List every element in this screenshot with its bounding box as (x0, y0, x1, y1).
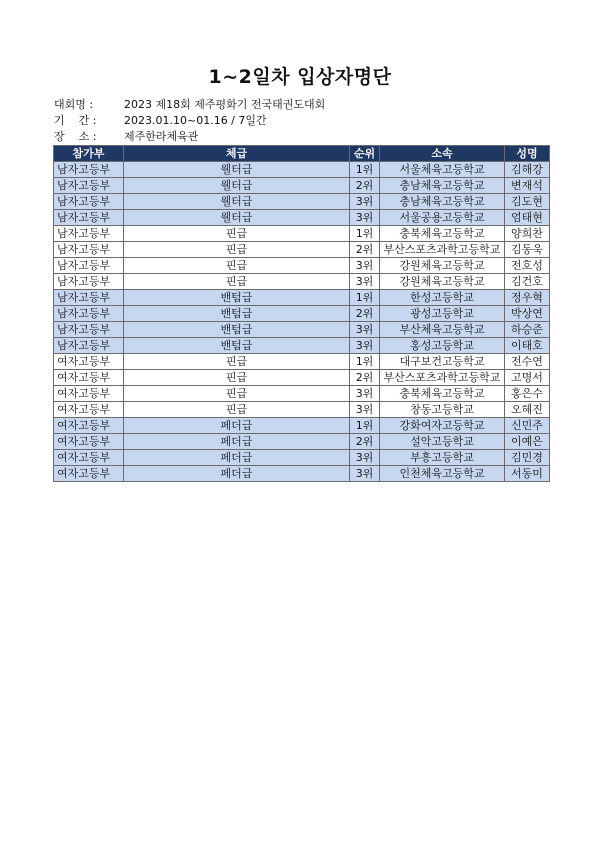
cell-rank: 1위 (350, 226, 380, 242)
cell-school: 부산체육고등학교 (380, 322, 505, 338)
cell-name: 오혜진 (505, 402, 550, 418)
cell-rank: 2위 (350, 178, 380, 194)
table-row (54, 194, 550, 210)
table-row (54, 274, 550, 290)
winners-table (53, 145, 550, 482)
cell-rank: 3위 (350, 450, 380, 466)
cell-division: 남자고등부 (54, 194, 124, 210)
event-period-row (54, 113, 325, 129)
cell-weight-class: 밴텀급 (124, 322, 350, 338)
cell-rank: 3위 (350, 402, 380, 418)
cell-rank: 1위 (350, 162, 380, 178)
table-row (54, 370, 550, 386)
cell-school: 충북체육고등학교 (380, 386, 505, 402)
header-division: 참가부 (54, 146, 124, 162)
cell-weight-class: 핀급 (124, 386, 350, 402)
table-row (54, 290, 550, 306)
cell-weight-class: 밴텀급 (124, 306, 350, 322)
cell-division: 여자고등부 (54, 466, 124, 482)
table-row (54, 402, 550, 418)
event-venue-value: 제주한라체육관 (124, 130, 199, 143)
table-header-row (54, 146, 550, 162)
cell-rank: 2위 (350, 434, 380, 450)
cell-name: 정우혁 (505, 290, 550, 306)
cell-weight-class: 페더급 (124, 418, 350, 434)
cell-division: 여자고등부 (54, 434, 124, 450)
table-body (54, 162, 550, 482)
cell-name: 하승준 (505, 322, 550, 338)
header-rank: 순위 (350, 146, 380, 162)
table-row (54, 354, 550, 370)
cell-division: 여자고등부 (54, 450, 124, 466)
cell-rank: 3위 (350, 210, 380, 226)
cell-school: 설악고등학교 (380, 434, 505, 450)
cell-name: 김건호 (505, 274, 550, 290)
event-name-label: 대회명 : (54, 98, 94, 111)
cell-rank: 1위 (350, 290, 380, 306)
cell-rank: 3위 (350, 338, 380, 354)
cell-name: 김도현 (505, 194, 550, 210)
cell-name: 고명서 (505, 370, 550, 386)
cell-school: 광성고등학교 (380, 306, 505, 322)
cell-division: 여자고등부 (54, 418, 124, 434)
header-weight-class: 체급 (124, 146, 350, 162)
cell-school: 부흥고등학교 (380, 450, 505, 466)
cell-division: 남자고등부 (54, 178, 124, 194)
cell-school: 한성고등학교 (380, 290, 505, 306)
table-row (54, 338, 550, 354)
cell-weight-class: 밴텀급 (124, 338, 350, 354)
cell-division: 남자고등부 (54, 210, 124, 226)
event-name-value: 2023 제18회 제주평화기 전국태권도대회 (124, 98, 326, 111)
cell-weight-class: 웰터급 (124, 162, 350, 178)
cell-name: 엄태현 (505, 210, 550, 226)
cell-division: 여자고등부 (54, 354, 124, 370)
cell-school: 창동고등학교 (380, 402, 505, 418)
cell-weight-class: 핀급 (124, 370, 350, 386)
cell-name: 이태호 (505, 338, 550, 354)
cell-name: 양희찬 (505, 226, 550, 242)
table-row (54, 226, 550, 242)
cell-school: 강원체육고등학교 (380, 274, 505, 290)
cell-weight-class: 페더급 (124, 434, 350, 450)
cell-name: 이예은 (505, 434, 550, 450)
cell-name: 홍은수 (505, 386, 550, 402)
table-row (54, 450, 550, 466)
cell-rank: 2위 (350, 242, 380, 258)
event-info (54, 97, 325, 145)
cell-weight-class: 핀급 (124, 274, 350, 290)
cell-division: 남자고등부 (54, 338, 124, 354)
cell-rank: 3위 (350, 386, 380, 402)
table-row (54, 322, 550, 338)
cell-school: 인천체육고등학교 (380, 466, 505, 482)
cell-school: 충남체육고등학교 (380, 178, 505, 194)
cell-division: 여자고등부 (54, 386, 124, 402)
cell-division: 여자고등부 (54, 402, 124, 418)
cell-rank: 3위 (350, 274, 380, 290)
table-row (54, 258, 550, 274)
event-period-value: 2023.01.10~01.16 / 7일간 (124, 114, 267, 127)
cell-weight-class: 웰터급 (124, 210, 350, 226)
cell-division: 남자고등부 (54, 258, 124, 274)
cell-weight-class: 핀급 (124, 354, 350, 370)
cell-weight-class: 핀급 (124, 242, 350, 258)
event-venue-label: 장 소 : (54, 130, 97, 143)
cell-division: 남자고등부 (54, 226, 124, 242)
cell-school: 충북체육고등학교 (380, 226, 505, 242)
cell-school: 부산스포츠과학고등학교 (380, 370, 505, 386)
header-school: 소속 (380, 146, 505, 162)
document-title: 1~2일차 입상자명단 (208, 66, 392, 88)
table-row (54, 178, 550, 194)
cell-division: 여자고등부 (54, 370, 124, 386)
cell-name: 박상연 (505, 306, 550, 322)
cell-weight-class: 밴텀급 (124, 290, 350, 306)
cell-rank: 3위 (350, 194, 380, 210)
table-row (54, 434, 550, 450)
cell-rank: 2위 (350, 306, 380, 322)
table-row (54, 466, 550, 482)
header-name: 성명 (505, 146, 550, 162)
event-venue-row (54, 129, 325, 145)
cell-weight-class: 페더급 (124, 450, 350, 466)
cell-school: 홍성고등학교 (380, 338, 505, 354)
cell-weight-class: 핀급 (124, 226, 350, 242)
cell-weight-class: 핀급 (124, 258, 350, 274)
cell-weight-class: 핀급 (124, 402, 350, 418)
cell-weight-class: 웰터급 (124, 194, 350, 210)
cell-name: 변재석 (505, 178, 550, 194)
cell-weight-class: 페더급 (124, 466, 350, 482)
cell-name: 서동미 (505, 466, 550, 482)
cell-name: 전수연 (505, 354, 550, 370)
cell-weight-class: 웰터급 (124, 178, 350, 194)
cell-division: 남자고등부 (54, 162, 124, 178)
cell-rank: 2위 (350, 370, 380, 386)
cell-rank: 3위 (350, 258, 380, 274)
cell-division: 남자고등부 (54, 290, 124, 306)
table-row (54, 418, 550, 434)
cell-school: 서울체육고등학교 (380, 162, 505, 178)
cell-name: 신민주 (505, 418, 550, 434)
cell-school: 강원체육고등학교 (380, 258, 505, 274)
cell-rank: 1위 (350, 354, 380, 370)
cell-name: 김해강 (505, 162, 550, 178)
cell-division: 남자고등부 (54, 242, 124, 258)
event-period-label: 기 간 : (54, 114, 97, 127)
cell-name: 김민경 (505, 450, 550, 466)
table-row (54, 386, 550, 402)
cell-division: 남자고등부 (54, 322, 124, 338)
cell-school: 대구보건고등학교 (380, 354, 505, 370)
cell-division: 남자고등부 (54, 274, 124, 290)
cell-rank: 3위 (350, 466, 380, 482)
cell-rank: 1위 (350, 418, 380, 434)
cell-school: 강화여자고등학교 (380, 418, 505, 434)
table-row (54, 162, 550, 178)
cell-division: 남자고등부 (54, 306, 124, 322)
table-row (54, 210, 550, 226)
cell-name: 김동욱 (505, 242, 550, 258)
cell-name: 전호성 (505, 258, 550, 274)
table-row (54, 242, 550, 258)
cell-school: 서울공용고등학교 (380, 210, 505, 226)
event-name-row (54, 97, 325, 113)
cell-school: 부산스포츠과학고등학교 (380, 242, 505, 258)
cell-rank: 3위 (350, 322, 380, 338)
table-row (54, 306, 550, 322)
cell-school: 충남체육고등학교 (380, 194, 505, 210)
